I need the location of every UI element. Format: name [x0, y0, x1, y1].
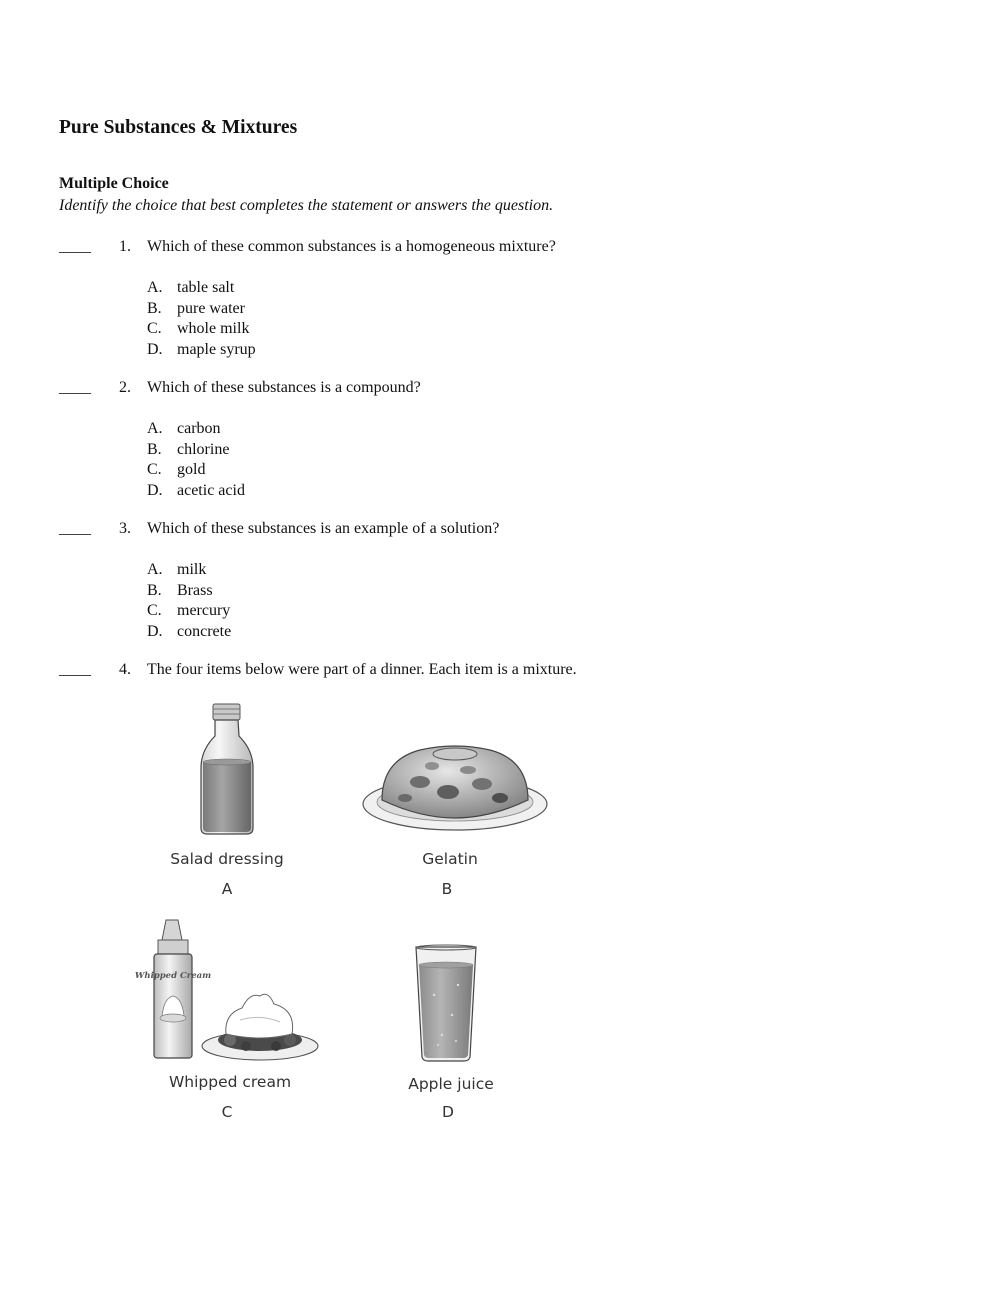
question-number: 1.: [119, 238, 131, 255]
question-number: 3.: [119, 520, 131, 537]
figure-label-b: Gelatin: [422, 850, 478, 868]
choice-d[interactable]: [59, 341, 959, 362]
choice-text: acetic acid: [177, 482, 245, 500]
whipped-cream-can-illustration: [134, 918, 320, 1063]
choice-a[interactable]: [59, 561, 959, 582]
question-text: Which of these substances is a compound?: [147, 379, 421, 396]
choice-d[interactable]: [59, 623, 959, 644]
figure-letter-b: B: [441, 880, 453, 898]
question-1: [59, 238, 959, 362]
choice-text: milk: [177, 561, 207, 578]
question-4: [59, 661, 959, 681]
choice-text: gold: [177, 461, 206, 479]
choice-letter: A.: [147, 420, 163, 437]
figure-label-a: Salad dressing: [170, 850, 284, 868]
question-number: 2.: [119, 379, 131, 396]
choice-letter: C.: [147, 320, 162, 338]
answer-blank[interactable]: ____: [59, 520, 91, 537]
choice-letter: C.: [147, 461, 162, 479]
question-text: The four items below were part of a dinner. Each item is a mixture.: [147, 661, 577, 678]
choice-c[interactable]: [59, 602, 959, 623]
answer-blank[interactable]: ____: [59, 661, 91, 678]
figure-letter-d: D: [442, 1103, 454, 1121]
choice-c[interactable]: [59, 461, 959, 482]
choice-text: Brass: [177, 581, 213, 599]
question-text: Which of these substances is an example of a solution?: [147, 520, 500, 537]
choice-letter: A.: [147, 279, 163, 296]
question-2: [59, 379, 959, 503]
choice-d[interactable]: [59, 482, 959, 503]
gelatin-mold-illustration: [360, 738, 550, 836]
salad-dressing-bottle-illustration: [195, 702, 260, 838]
question-text: Which of these common substances is a homogeneous mixture?: [147, 238, 556, 255]
figure-letter-a: A: [221, 880, 233, 898]
figure-label-d: Apple juice: [408, 1075, 494, 1093]
choice-letter: B.: [147, 299, 162, 317]
choice-letter: B.: [147, 440, 162, 458]
choice-text: carbon: [177, 420, 221, 437]
page-title: Pure Substances & Mixtures: [59, 117, 298, 138]
section-heading: Multiple Choice: [59, 175, 169, 192]
choice-letter: C.: [147, 602, 162, 620]
figure-label-c: Whipped cream: [168, 1073, 292, 1091]
choice-text: table salt: [177, 279, 235, 296]
choice-letter: D.: [147, 341, 163, 359]
answer-blank[interactable]: ____: [59, 379, 91, 396]
dinner-items-figure: [134, 700, 560, 1130]
choice-text: maple syrup: [177, 341, 256, 359]
answer-blank[interactable]: ____: [59, 238, 91, 255]
choice-text: pure water: [177, 299, 245, 317]
choice-b[interactable]: [59, 582, 959, 603]
question-number: 4.: [119, 661, 131, 678]
choice-c[interactable]: [59, 320, 959, 341]
can-label-text: Whipped Cream: [134, 971, 212, 981]
choice-b[interactable]: [59, 441, 959, 462]
choice-text: concrete: [177, 623, 232, 641]
choice-a[interactable]: [59, 420, 959, 441]
choice-text: chlorine: [177, 440, 230, 458]
apple-juice-glass-illustration: [412, 945, 480, 1063]
choice-letter: A.: [147, 561, 163, 578]
choice-letter: D.: [147, 482, 163, 500]
choice-b[interactable]: [59, 300, 959, 321]
choice-text: whole milk: [177, 320, 250, 338]
instructions: Identify the choice that best completes the statement or answers the question.: [59, 197, 554, 214]
choice-letter: B.: [147, 581, 162, 599]
figure-letter-c: C: [221, 1103, 233, 1121]
choice-letter: D.: [147, 623, 163, 641]
choice-a[interactable]: [59, 279, 959, 300]
question-3: [59, 520, 959, 644]
choice-text: mercury: [177, 602, 231, 620]
